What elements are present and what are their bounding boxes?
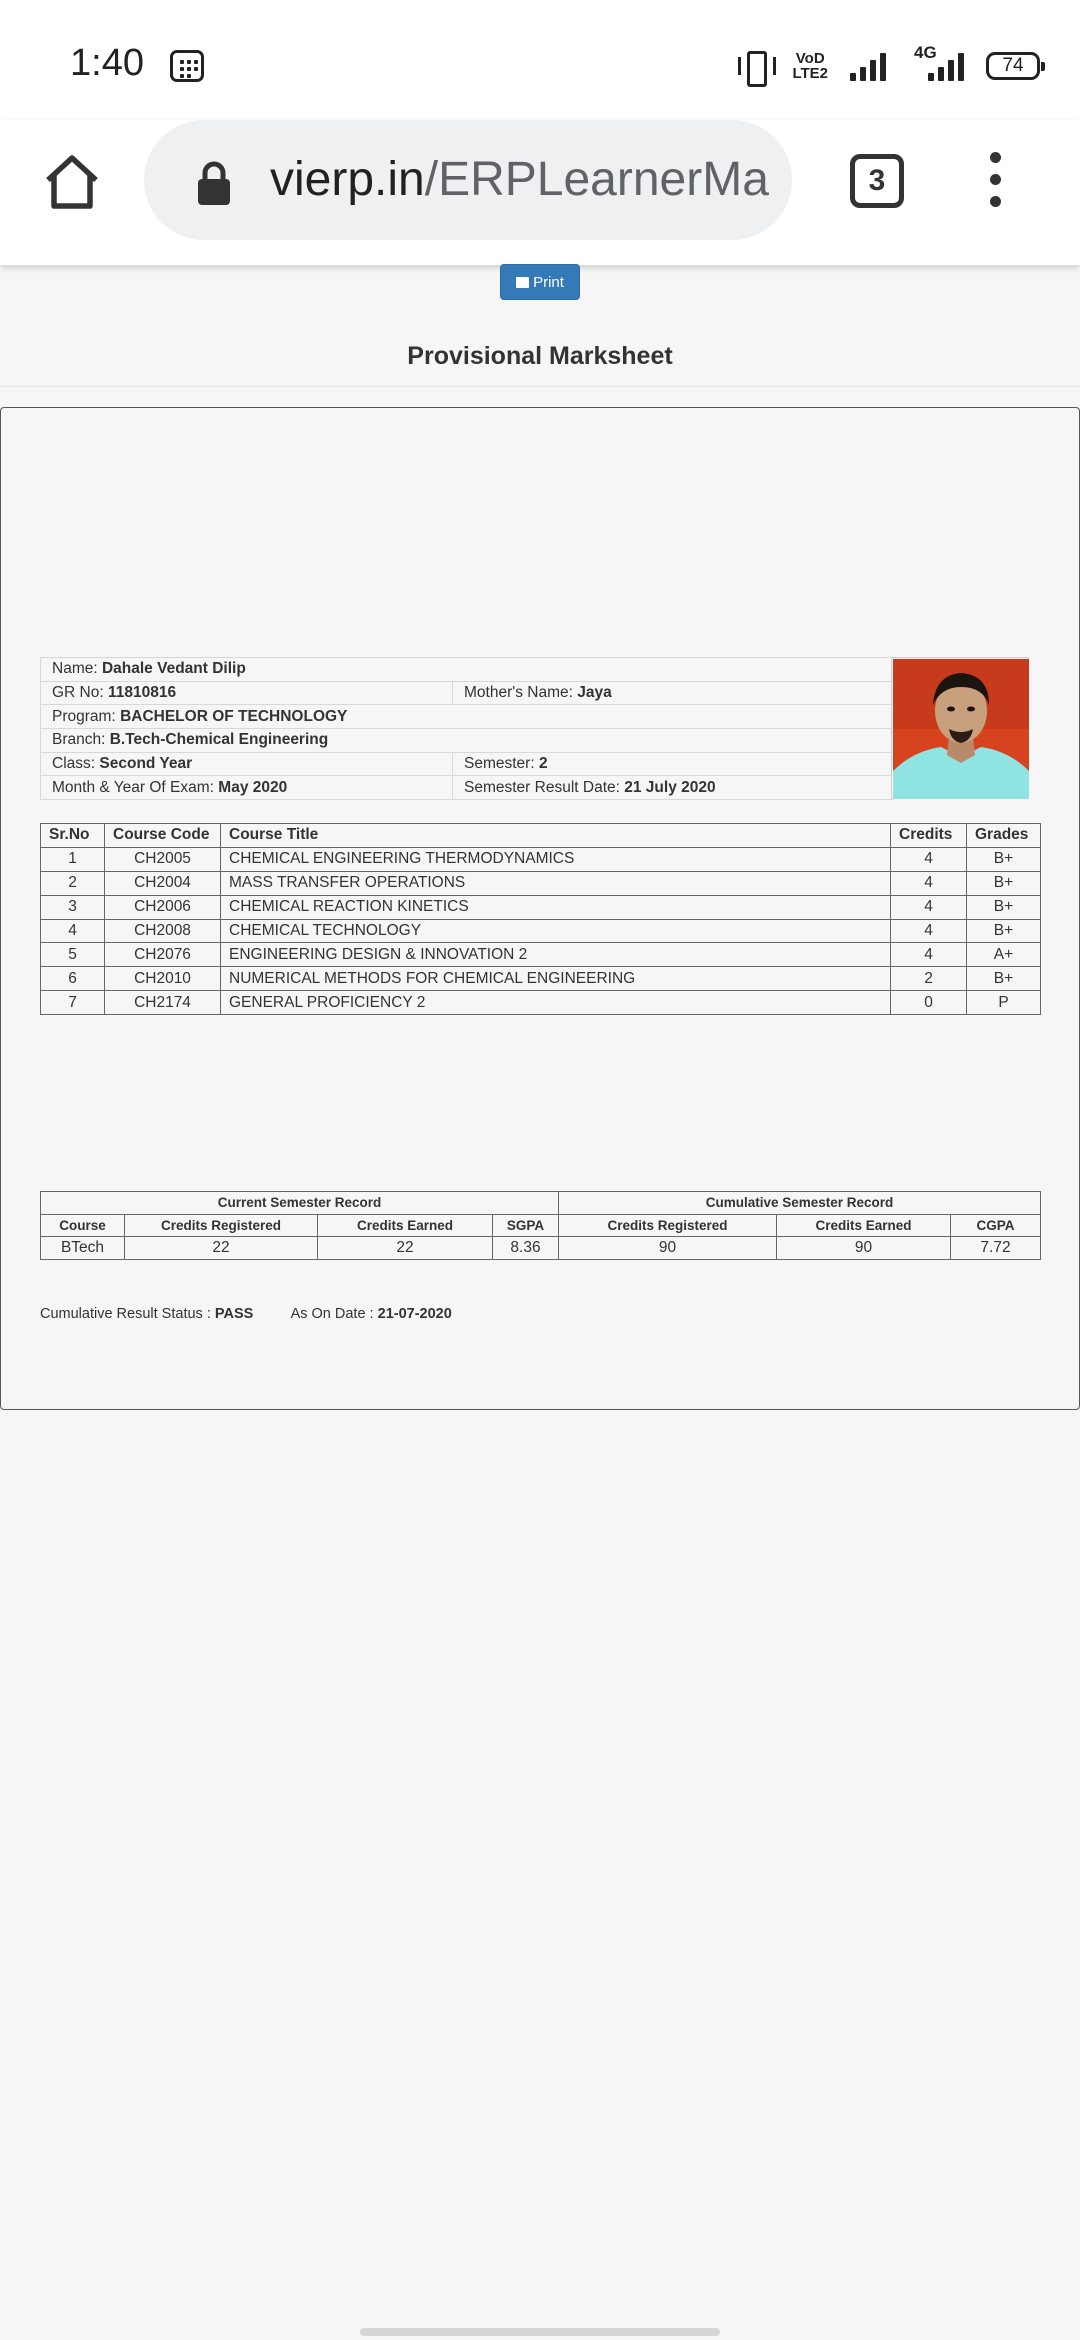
volte-line1: VoD <box>795 50 825 67</box>
course-code: CH2004 <box>105 871 221 895</box>
semester-value: 2 <box>538 755 548 773</box>
name-cell <box>41 658 893 682</box>
summary-col-cum-credits-registered: Credits Registered <box>559 1214 777 1237</box>
mother-label: Mother's Name: <box>464 684 573 702</box>
result-date-cell <box>453 776 893 800</box>
course-title: CHEMICAL TECHNOLOGY <box>221 919 891 943</box>
url-text[interactable] <box>270 152 769 207</box>
course-row <box>41 991 1041 1015</box>
exam-label: Month & Year Of Exam: <box>52 778 214 796</box>
marksheet-panel <box>0 407 1080 1410</box>
status-bar <box>0 0 1080 120</box>
course-srno: 5 <box>41 943 105 967</box>
signal-icon <box>850 51 886 81</box>
course-srno: 3 <box>41 895 105 919</box>
course-title: GENERAL PROFICIENCY 2 <box>221 991 891 1015</box>
summary-group-row <box>41 1192 1041 1215</box>
url-path: /ERPLearnerMa <box>424 153 769 206</box>
col-course-title: Course Title <box>221 824 891 848</box>
course-credits: 4 <box>891 847 967 871</box>
student-photo-image <box>893 659 1029 799</box>
network-label: 4G <box>914 43 937 62</box>
col-course-code: Course Code <box>105 824 221 848</box>
course-row <box>41 847 1041 871</box>
course-code: CH2076 <box>105 943 221 967</box>
branch-cell <box>41 729 893 753</box>
summary-credits-registered: 22 <box>125 1237 318 1260</box>
course-grade: B+ <box>967 967 1041 991</box>
course-credits: 4 <box>891 895 967 919</box>
summary-col-cgpa: CGPA <box>951 1214 1041 1237</box>
mother-name: Jaya <box>577 684 612 702</box>
page-title: Provisional Marksheet <box>407 342 673 370</box>
result-date-value: 21-07-2020 <box>377 1306 452 1322</box>
exam-cell <box>41 776 453 800</box>
volte-line2: LTE2 <box>792 65 828 82</box>
class-value: Second Year <box>99 755 193 773</box>
status-time: 1:40 <box>70 42 144 84</box>
student-info-table <box>40 657 893 800</box>
gr-cell <box>41 681 453 705</box>
vibrate-icon <box>738 51 770 81</box>
summary-credits-earned: 22 <box>318 1237 493 1260</box>
course-row <box>41 871 1041 895</box>
title-divider <box>0 386 1080 387</box>
branch-value: B.Tech-Chemical Engineering <box>109 731 329 749</box>
summary-col-sgpa: SGPA <box>493 1214 559 1237</box>
course-srno: 1 <box>41 847 105 871</box>
course-credits: 0 <box>891 991 967 1015</box>
summary-cgpa: 7.72 <box>951 1237 1041 1260</box>
summary-col-credits-earned: Credits Earned <box>318 1214 493 1237</box>
course-code: CH2010 <box>105 967 221 991</box>
calculator-notification-icon <box>170 50 204 82</box>
semester-summary-table <box>40 1191 1041 1260</box>
program-value: BACHELOR OF TECHNOLOGY <box>120 707 348 725</box>
gr-number: 11810816 <box>108 684 177 702</box>
printer-icon <box>516 277 529 288</box>
battery-icon: 74 <box>986 52 1040 80</box>
print-button[interactable] <box>500 264 580 300</box>
cumulative-semester-header: Cumulative Semester Record <box>559 1192 1041 1215</box>
course-srno: 6 <box>41 967 105 991</box>
course-code: CH2008 <box>105 919 221 943</box>
course-credits: 4 <box>891 919 967 943</box>
course-grade: A+ <box>967 943 1041 967</box>
student-photo <box>891 657 1029 799</box>
class-cell <box>41 752 453 776</box>
course-row <box>41 895 1041 919</box>
summary-values-row <box>41 1237 1041 1260</box>
exam-value: May 2020 <box>218 778 288 796</box>
course-grade: B+ <box>967 895 1041 919</box>
more-menu-icon[interactable] <box>984 152 1010 208</box>
status-icons <box>738 43 1040 86</box>
course-credits: 4 <box>891 871 967 895</box>
course-grade: P <box>967 991 1041 1015</box>
courses-header-row <box>41 824 1041 848</box>
result-status-value: PASS <box>214 1306 254 1322</box>
summary-course: BTech <box>41 1237 125 1260</box>
col-srno: Sr.No <box>41 824 105 848</box>
volte-icon <box>792 51 828 81</box>
program-label: Program: <box>52 707 116 725</box>
network-4g-icon <box>908 43 964 81</box>
course-title: CHEMICAL REACTION KINETICS <box>221 895 891 919</box>
result-date-label: As On Date : <box>290 1306 374 1322</box>
result-date-label: Semester Result Date: <box>464 778 620 796</box>
semester-label: Semester: <box>464 755 535 773</box>
col-grades: Grades <box>967 824 1041 848</box>
course-grade: B+ <box>967 847 1041 871</box>
name-label: Name: <box>52 660 98 678</box>
current-semester-header: Current Semester Record <box>41 1192 559 1215</box>
course-row <box>41 919 1041 943</box>
course-title: CHEMICAL ENGINEERING THERMODYNAMICS <box>221 847 891 871</box>
course-credits: 2 <box>891 967 967 991</box>
gr-label: GR No: <box>52 684 104 702</box>
print-label: Print <box>533 274 564 291</box>
course-srno: 2 <box>41 871 105 895</box>
course-title: NUMERICAL METHODS FOR CHEMICAL ENGINEERING <box>221 967 891 991</box>
home-icon[interactable] <box>40 150 104 214</box>
course-code: CH2174 <box>105 991 221 1015</box>
summary-col-credits-registered: Credits Registered <box>125 1214 318 1237</box>
tab-switcher-button[interactable]: 3 <box>850 154 904 208</box>
course-row <box>41 943 1041 967</box>
address-bar[interactable] <box>144 120 792 240</box>
course-code: CH2005 <box>105 847 221 871</box>
browser-toolbar <box>0 120 1080 265</box>
student-name: Dahale Vedant Dilip <box>101 660 246 678</box>
course-title: ENGINEERING DESIGN & INNOVATION 2 <box>221 943 891 967</box>
course-code: CH2006 <box>105 895 221 919</box>
col-credits: Credits <box>891 824 967 848</box>
summary-cum-credits-earned: 90 <box>777 1237 951 1260</box>
course-srno: 4 <box>41 919 105 943</box>
lock-icon <box>196 160 232 206</box>
mother-cell <box>453 681 893 705</box>
course-grade: B+ <box>967 919 1041 943</box>
summary-sgpa: 8.36 <box>493 1237 559 1260</box>
course-title: MASS TRANSFER OPERATIONS <box>221 871 891 895</box>
summary-col-course: Course <box>41 1214 125 1237</box>
summary-col-cum-credits-earned: Credits Earned <box>777 1214 951 1237</box>
semester-cell <box>453 752 893 776</box>
course-credits: 4 <box>891 943 967 967</box>
url-host: vierp.in <box>270 153 425 206</box>
summary-cum-credits-registered: 90 <box>559 1237 777 1260</box>
result-date-value: 21 July 2020 <box>624 778 716 796</box>
result-status-label: Cumulative Result Status : <box>40 1306 211 1322</box>
result-status-line <box>40 1306 452 1322</box>
courses-table <box>40 823 1041 1015</box>
branch-label: Branch: <box>52 731 106 749</box>
program-cell <box>41 705 893 729</box>
gesture-navigation-bar[interactable] <box>360 2328 720 2336</box>
course-grade: B+ <box>967 871 1041 895</box>
summary-column-row <box>41 1214 1041 1237</box>
course-row <box>41 967 1041 991</box>
class-label: Class: <box>52 755 96 773</box>
course-srno: 7 <box>41 991 105 1015</box>
